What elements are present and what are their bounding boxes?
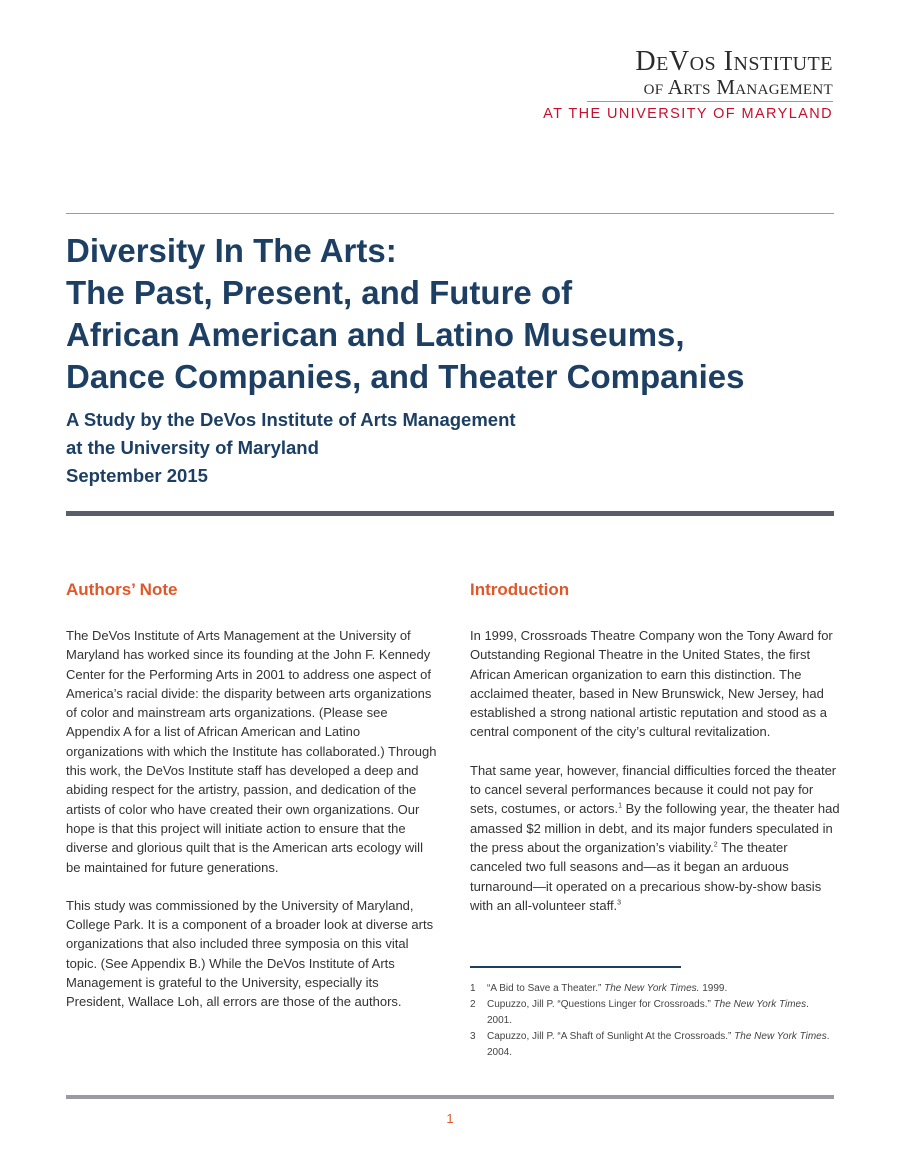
- document-subtitle: [66, 406, 516, 490]
- top-divider: [66, 213, 834, 214]
- logo-arts-management: of Arts Management: [643, 75, 833, 99]
- footnote-3: [470, 1029, 830, 1061]
- footnote-text: Capuzzo, Jill P. “A Shaft of Sunlight At the Crossroads.”: [487, 1031, 735, 1042]
- title-line-2: The Past, Present, and Future of: [66, 274, 573, 311]
- logo-divider: [587, 101, 833, 102]
- intro-text-segment-1: That same year, however, financial difficulties forced the theater to cancel several performances because it could not pay for sets, costumes, or actors.: [470, 762, 837, 817]
- introduction-heading: Introduction: [470, 580, 570, 599]
- footnote-source: The New York Times.: [604, 983, 700, 994]
- header-divider: [66, 511, 834, 516]
- footnote-number: 3: [470, 1031, 476, 1042]
- footer-divider: [66, 1095, 834, 1099]
- footnote-source: The New York Times: [713, 999, 807, 1010]
- footnote-year: . 2001.: [487, 999, 809, 1026]
- footnote-1: [470, 981, 830, 997]
- subtitle-line-1: A Study by the DeVos Institute of Arts Management: [66, 409, 516, 430]
- authors-note-section: [66, 578, 438, 1031]
- authors-note-paragraph-2: This study was commissioned by the University of Maryland, College Park. It is a component of a broader look at diverse arts organizations that also included three symposia on this vital topic. (See Appendix B.) While the DeVos Institute of Arts Management is grateful to the University, especially its President, Wallace Loh, all errors are those of the authors.: [66, 897, 434, 1010]
- footnote-number: 1: [470, 983, 476, 994]
- authors-note-paragraph-1: The DeVos Institute of Arts Management at the University of Maryland has worked since its founding at the John F. Kennedy Center for the Performing Arts in 2001 to address one aspect of America’s racial divide: the disparity between arts organizations of color and mainstream arts organizations. (Please see Appendix A for a list of African American and Latino organizations with which the Institute has collaborated.) Through this work, the DeVos Institute staff has developed a deep and abiding respect for the artistry, passion, and dedication of the artists of color who have created their own organizations. Our hope is that this project will initiate action to ensure that the diverse and glorious quilt that is the American arts ecology will be maintained for future generations.: [66, 628, 437, 875]
- publication-date: September 2015: [66, 465, 208, 486]
- introduction-section: [470, 578, 840, 934]
- introduction-paragraph-1: In 1999, Crossroads Theatre Company won the Tony Award for Outstanding Regional Theatre in the United States, the first African American organization to earn this distinction. The acclaimed theater, based in New Brunswick, New Jersey, had established a strong national artistic reputation and stood as a central component of the city’s cultural revitalization.: [470, 628, 833, 740]
- footnote-year: 1999.: [699, 983, 728, 994]
- subtitle-line-2: at the University of Maryland: [66, 437, 319, 458]
- footnote-divider: [470, 966, 681, 968]
- footnote-text: Cupuzzo, Jill P. “Questions Linger for Crossroads.”: [487, 999, 714, 1010]
- footnote-2: [470, 997, 830, 1029]
- intro-text-segment-2: By the following year, the theater had amassed $2 million in debt, and its major funders speculated in the press about the organization’s viability.: [470, 801, 840, 855]
- title-line-1: Diversity In The Arts:: [66, 232, 397, 269]
- document-title: [66, 230, 856, 398]
- footnote-ref-1[interactable]: 1: [618, 803, 623, 811]
- footnote-source: The New York Times: [734, 1031, 827, 1042]
- intro-text-segment-3: The theater canceled two full seasons and—as it began an arduous turnaround—it operated on a precarious show-by-show basis with an all-volunteer staff.: [470, 839, 822, 913]
- footnote-text: “A Bid to Save a Theater.”: [487, 983, 605, 994]
- authors-note-heading: Authors’ Note: [66, 580, 178, 599]
- footnotes: [470, 981, 830, 1061]
- introduction-paragraph-2: [470, 761, 840, 915]
- title-line-3: African American and Latino Museums,: [66, 316, 685, 353]
- footnote-ref-3[interactable]: 3: [617, 899, 622, 907]
- footnote-year: . 2004.: [487, 1031, 830, 1058]
- logo-university: AT THE UNIVERSITY OF MARYLAND: [543, 106, 833, 122]
- footnote-ref-2[interactable]: 2: [713, 841, 718, 849]
- title-line-4: Dance Companies, and Theater Companies: [66, 358, 745, 395]
- footnote-number: 2: [470, 999, 476, 1010]
- devos-institute-logo: [543, 48, 833, 122]
- logo-institute-name: DeVos Institute: [635, 46, 833, 77]
- page-number: 1: [446, 1111, 454, 1126]
